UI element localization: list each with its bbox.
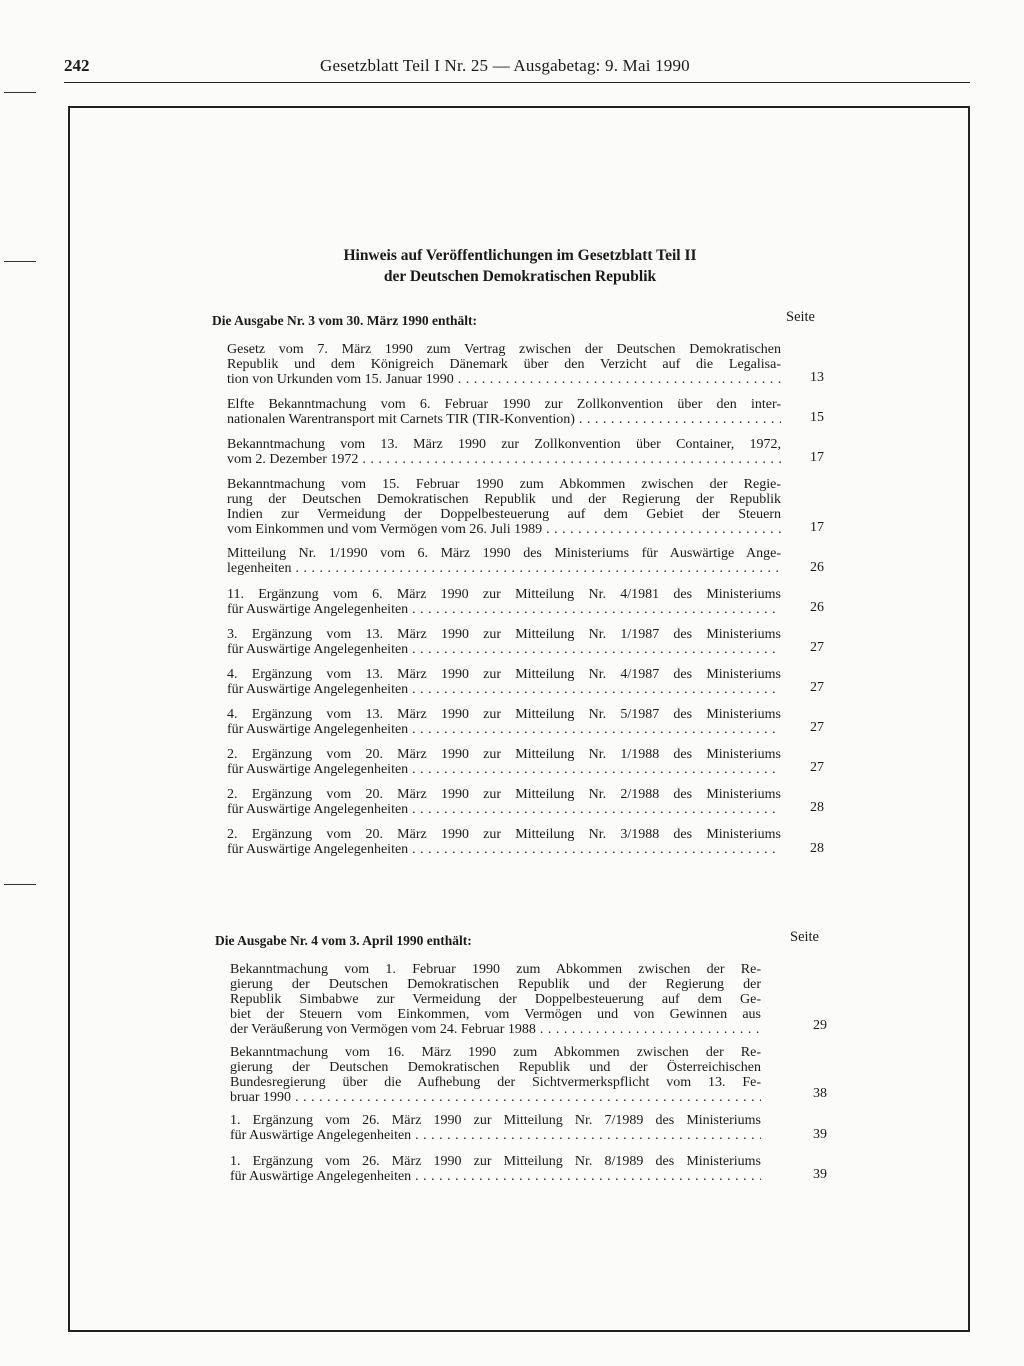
page-reference: 27 [810, 760, 824, 775]
list-item: Elfte Bekanntmachung vom 6. Februar 1990 zur Zollkonvention über den inter- nationalen Warentransport mit Carnets TIR (TIR-Konvention) . . . [227, 397, 781, 427]
issue-heading: Die Ausgabe Nr. 4 vom 3. April 1990 enthält: [215, 933, 472, 948]
list-item: 11. Ergänzung vom 6. März 1990 zur Mitteilung Nr. 4/1981 des Ministeriums für Auswärtige Angelegenheiten . . . [227, 587, 781, 617]
page-reference: 39 [813, 1167, 827, 1182]
list-item: Bekanntmachung vom 15. Februar 1990 zum Abkommen zwischen der Regie- rung der Deutschen Demokratischen Republik und der Regierung der Republik Indien zur Vermeidung der Doppelbesteuerung auf dem Gebiet der Steuern vom Einkommen und vom Vermögen vom 26. Juli 1989 . . . [227, 477, 781, 537]
page-reference: 26 [810, 600, 824, 615]
list-item: Bekanntmachung vom 1. Februar 1990 zum Abkommen zwischen der Re- gierung der Deutschen Demokratischen Republik und der Regierung der Republik Simbabwe zur Vermeidung der Doppelbesteuerung auf dem Ge- biet der Steuern vom Einkommen, vom Vermögen und von Gewinnen aus der Veräußerung von Vermögen vom 24. Februar 1988 . . . [230, 962, 761, 1037]
list-item: 3. Ergänzung vom 13. März 1990 zur Mitteilung Nr. 1/1987 des Ministeriums für Auswärtige Angelegenheiten . . . [227, 627, 781, 657]
list-item: Bekanntmachung vom 13. März 1990 zur Zollkonvention über Container, 1972, vom 2. Dezember 1972 . . . [227, 437, 781, 467]
margin-mark [4, 92, 36, 93]
page-number: 242 [64, 56, 90, 75]
page-reference: 13 [810, 370, 824, 385]
page-header [64, 56, 970, 82]
page-reference: 28 [810, 841, 824, 856]
list-item: 2. Ergänzung vom 20. März 1990 zur Mitteilung Nr. 3/1988 des Ministeriums für Auswärtige Angelegenheiten . . . [227, 827, 781, 857]
page-reference: 27 [810, 680, 824, 695]
page-reference: 17 [810, 450, 824, 465]
notice-title [210, 245, 830, 287]
page-reference: 27 [810, 640, 824, 655]
page-reference: 38 [813, 1086, 827, 1101]
page-reference: 39 [813, 1127, 827, 1142]
list-item: 1. Ergänzung vom 26. März 1990 zur Mitteilung Nr. 8/1989 des Ministeriums für Auswärtige Angelegenheiten . . . [230, 1154, 761, 1184]
list-item: Gesetz vom 7. März 1990 zum Vertrag zwischen der Deutschen Demokratischen Republik und dem Königreich Dänemark über den Verzicht auf die Legalisa- tion von Urkunden vom 15. Januar 1990 . . . [227, 342, 781, 387]
page-reference: 26 [810, 560, 824, 575]
page-reference: 29 [813, 1018, 827, 1033]
page-reference: 27 [810, 720, 824, 735]
page-reference: 17 [810, 520, 824, 535]
list-item: Bekanntmachung vom 16. März 1990 zum Abkommen zwischen der Re- gierung der Deutschen Demokratischen Republik und der Österreichischen Bundesregierung über die Aufhebung der Sichtvermerkspflicht vom 13. Fe- bruar 1990 . . . [230, 1045, 761, 1105]
list-item: 4. Ergänzung vom 13. März 1990 zur Mitteilung Nr. 4/1987 des Ministeriums für Auswärtige Angelegenheiten . . . [227, 667, 781, 697]
header-rule [64, 82, 970, 83]
page-reference: 15 [810, 410, 824, 425]
issue-heading: Die Ausgabe Nr. 3 vom 30. März 1990 enthält: [212, 313, 477, 328]
page-column-label: Seite [786, 309, 815, 325]
list-item: 2. Ergänzung vom 20. März 1990 zur Mitteilung Nr. 2/1988 des Ministeriums für Auswärtige Angelegenheiten . . . [227, 787, 781, 817]
list-item: 4. Ergänzung vom 13. März 1990 zur Mitteilung Nr. 5/1987 des Ministeriums für Auswärtige Angelegenheiten . . . [227, 707, 781, 737]
margin-mark [4, 261, 36, 262]
page-column-label: Seite [790, 929, 819, 945]
list-item: 1. Ergänzung vom 26. März 1990 zur Mitteilung Nr. 7/1989 des Ministeriums für Auswärtige Angelegenheiten . . . [230, 1113, 761, 1143]
list-item: Mitteilung Nr. 1/1990 vom 6. März 1990 des Ministeriums für Auswärtige Ange- legenheiten . . . [227, 546, 781, 576]
list-item: 2. Ergänzung vom 20. März 1990 zur Mitteilung Nr. 1/1988 des Ministeriums für Auswärtige Angelegenheiten . . . [227, 747, 781, 777]
margin-mark [4, 884, 36, 885]
notice-title-line-2: der Deutschen Demokratischen Republik [383, 268, 657, 285]
running-head: Gesetzblatt Teil I Nr. 25 — Ausgabetag: 9. Mai 1990 [320, 56, 690, 75]
notice-title-line-1: Hinweis auf Veröffentlichungen im Gesetzblatt Teil II [343, 247, 697, 264]
page-reference: 28 [810, 800, 824, 815]
